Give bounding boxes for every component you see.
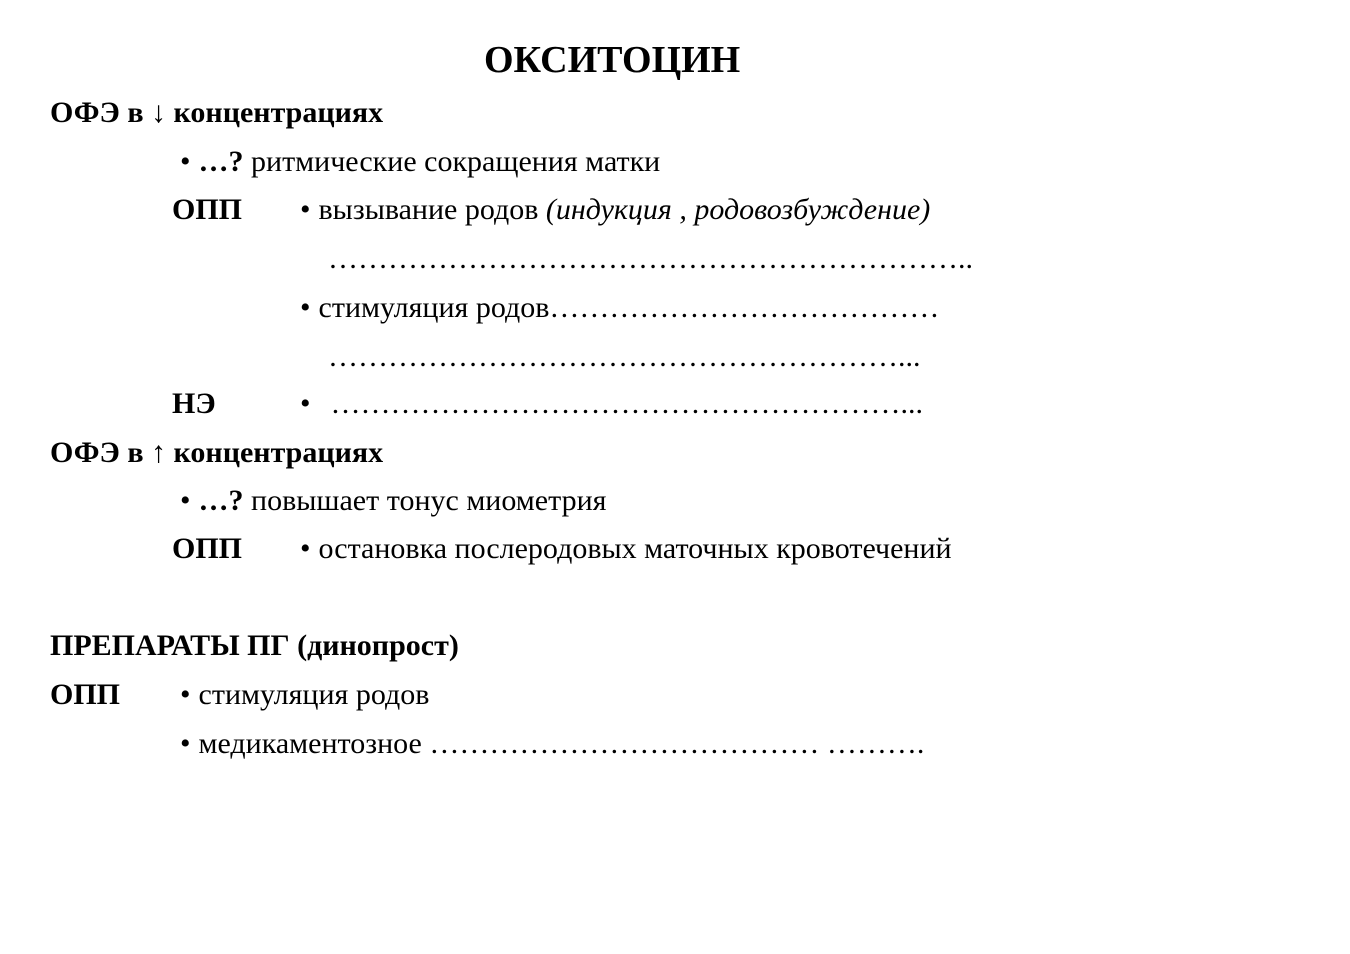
effect-text: ритмические сокращения матки [243,145,661,178]
section-low-heading: ОФЭ в ↓ концентрациях [50,96,384,129]
fill-in-line: ……………………………………………………….. [328,242,973,275]
bullet: • [180,727,191,760]
question-marker: …? [198,484,244,517]
opp-label-low: ОПП [172,193,243,226]
ne-label: НЭ [172,387,216,420]
item-text: медикаментозное ………………………………… ………. [198,727,925,760]
effect-text: повышает тонус миометрия [243,484,607,517]
page-title: ОКСИТОЦИН [484,39,741,81]
pg-item-labor-stimulation [180,677,429,713]
bullet: • [300,193,311,226]
item-text: стимуляция родов………………………………… [318,291,940,324]
item-text: вызывание родов [318,193,546,226]
bullet: • [300,532,311,565]
item-note: (индукция , родовозбуждение) [545,193,931,226]
section-pg-heading: ПРЕПАРАТЫ ПГ (динопрост) [50,629,459,662]
fill-in-line: …………………………………………………... [330,387,924,420]
bullet: • [300,387,311,420]
opp-item-labor-stimulation [300,290,939,326]
opp-item-labor-induction [300,192,930,228]
opp-item-bleeding-stop [300,531,952,567]
bullet: • [300,291,311,324]
question-marker: …? [198,145,244,178]
item-text: стимуляция родов [198,678,430,711]
section-high-heading: ОФЭ в ↑ концентрациях [50,436,384,469]
bullet: • [180,145,191,178]
ne-item [300,386,923,422]
bullet: • [180,678,191,711]
opp-label-high: ОПП [172,532,243,565]
pg-item-medical [180,726,924,762]
bullet: • [180,484,191,517]
opp-label-pg: ОПП [50,678,121,711]
section-high-effect [180,483,606,519]
item-text: остановка послеродовых маточных кровотечений [318,532,952,565]
section-low-effect [180,144,660,180]
fill-in-line: …………………………………………………... [328,340,921,373]
